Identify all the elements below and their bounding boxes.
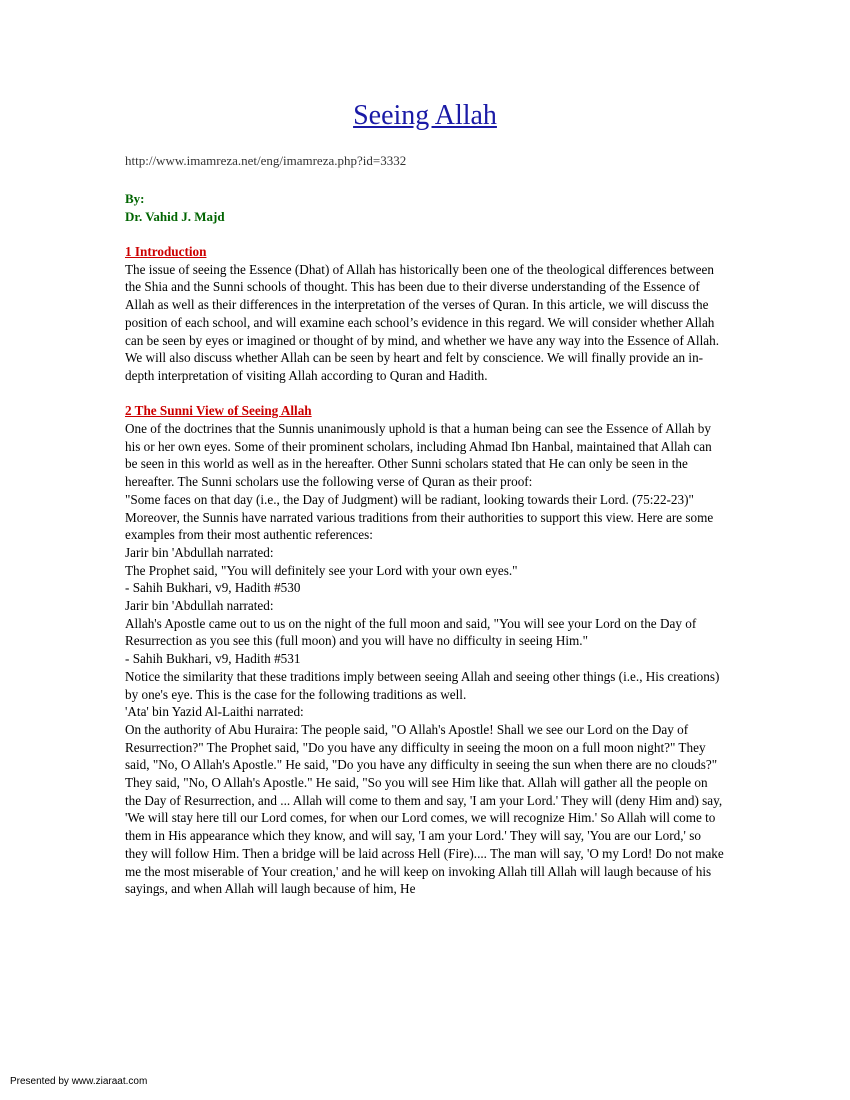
narrator-line: Jarir bin 'Abdullah narrated: (125, 598, 274, 614)
byline (125, 190, 225, 226)
author-name: Dr. Vahid J. Majd (125, 209, 225, 224)
hadith-text: The Prophet said, "You will definitely see your Lord with your own eyes." (125, 562, 518, 578)
paragraph: Notice the similarity that these traditions imply between seeing Allah and seeing other things (i.e., His creations) by one's eye. This is the case for the following traditions as well. (125, 668, 720, 702)
paragraph: Moreover, the Sunnis have narrated various traditions from their authorities to support this view. Here are some examples from their most authentic references: (125, 509, 714, 543)
quran-quote: "Some faces on that day (i.e., the Day of Judgment) will be radiant, looking towards their Lord. (75:22-23)" (125, 491, 694, 507)
section-heading-sunni-view[interactable]: 2 The Sunni View of Seeing Allah (125, 403, 312, 419)
hadith-text: Allah's Apostle came out to us on the night of the full moon and said, "You will see your Lord on the Day of Resurrection as you see this (full moon) and you will have no difficulty in seeing Him." (125, 615, 697, 649)
hadith-reference: - Sahih Bukhari, v9, Hadith #531 (125, 651, 301, 667)
paragraph: One of the doctrines that the Sunnis unanimously uphold is that a human being can see the Essence of Allah by his or her own eyes. Some of their prominent scholars, including Ahmad Ibn Hanbal, maintained that Allah can be seen in this world as well as in the hereafter. Other Sunni scholars stated that He can only be seen in the hereafter. The Sunni scholars use the following verse of Quran as their proof: (125, 421, 712, 490)
page-title[interactable]: Seeing Allah (353, 100, 497, 131)
footer-credit: Presented by www.ziaraat.com (10, 1076, 148, 1087)
article-body (125, 243, 725, 898)
narrator-line: 'Ata' bin Yazid Al-Laithi narrated: (125, 704, 304, 720)
byline-label: By: (125, 191, 145, 206)
introduction-paragraph: The issue of seeing the Essence (Dhat) of Allah has historically been one of the theological differences between the Shia and the Sunni schools of thought. This has been due to their diverse understanding of the Essence of Allah as well as their differences in the interpretation of the verses of Quran. In this article, we will discuss the position of each school, and will examine each school’s evidence in this regard. We will consider whether Allah can be seen by eyes or imagined or thought of by mind, and whether we have any way into the Essence of Allah. We will also discuss whether Allah can be seen by heart and felt by conscience. We will finally provide an in-depth interpretation of visiting Allah according to Quran and Hadith. (125, 261, 719, 383)
narrator-line: Jarir bin 'Abdullah narrated: (125, 544, 274, 560)
source-url: http://www.imamreza.net/eng/imamreza.php?id=3332 (125, 153, 407, 168)
hadith-reference: - Sahih Bukhari, v9, Hadith #530 (125, 580, 301, 596)
section-heading-introduction[interactable]: 1 Introduction (125, 244, 207, 259)
hadith-text: On the authority of Abu Huraira: The people said, "O Allah's Apostle! Shall we see our Lord on the Day of Resurrection?" The Prophet said, "Do you have any difficulty in seeing the moon on a full moon night?" They said, "No, O Allah's Apostle." He said, "Do you have any difficulty in seeing the sun when there are no clouds?" They said, "No, O Allah's Apostle." He said, "So you will see Him like that. Allah will gather all the people on the Day of Resurrection, and ... Allah will come to them and say, 'I am your Lord.' They will (deny Him and) say, 'We will stay here till our Lord comes, for when our Lord comes, we will recognize Him.' So Allah will come to them in His appearance which they know, and will say, 'I am your Lord.' They will say, 'You are our Lord,' so they will follow Him. Then a bridge will be laid across Hell (Fire).... The man will say, 'O my Lord! Do not make me the most miserable of Your creation,' and he will keep on invoking Allah till Allah will laugh because of his sayings, and when Allah will laugh because of him, He (125, 721, 724, 897)
